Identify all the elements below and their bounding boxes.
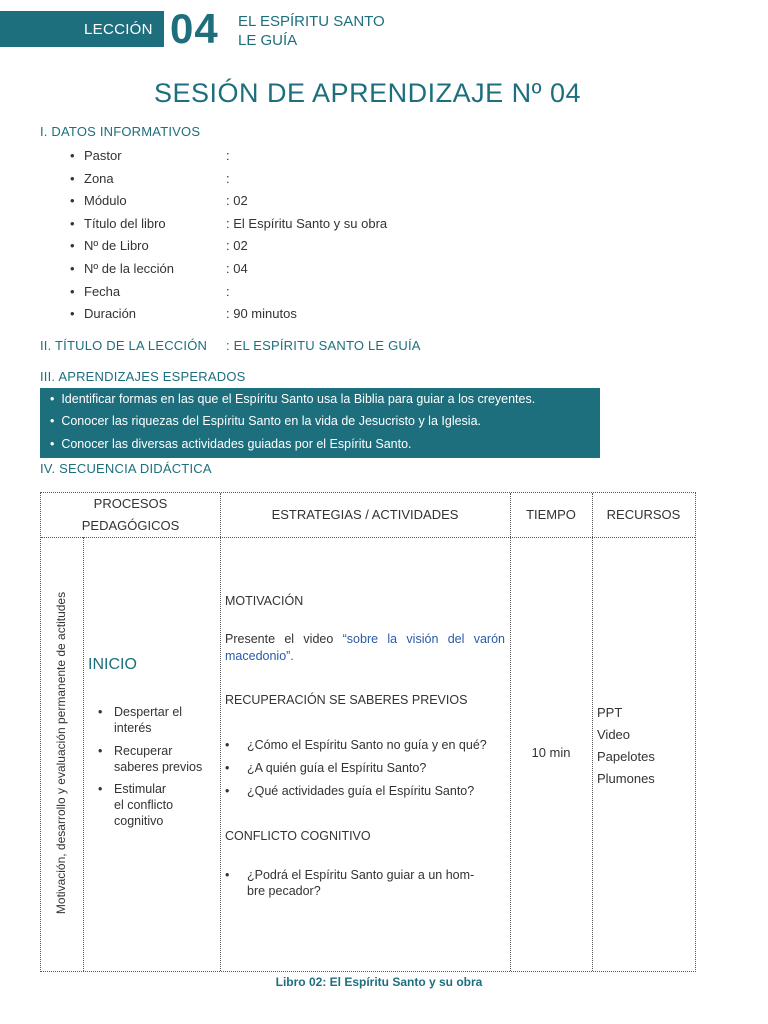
page-title: SESIÓN DE APRENDIZAJE Nº 04 (154, 78, 581, 108)
header-estrategias: ESTRATEGIAS / ACTIVIDADES (271, 507, 459, 522)
lesson-title-line2: LE GUÍA (238, 32, 298, 49)
recurso-item: Papelotes (597, 749, 655, 764)
bullet-icon: • (225, 868, 230, 882)
bullet-icon: • (225, 738, 230, 752)
table-divider (41, 537, 695, 538)
bullet-icon: • (70, 193, 75, 208)
table-divider (83, 537, 84, 971)
dato-value: : (226, 148, 230, 163)
bullet-icon: • (98, 782, 103, 796)
motivacion-title: MOTIVACIÓN (225, 594, 304, 608)
section-titulo-value: : EL ESPÍRITU SANTO LE GUÍA (226, 338, 421, 353)
lesson-title (238, 12, 385, 50)
section-secuencia-heading: IV. SECUENCIA DIDÁCTICA (40, 461, 212, 476)
header-recursos: RECURSOS (606, 507, 681, 522)
lesson-title-line1: EL ESPÍRITU SANTO (238, 13, 385, 30)
dato-value: : 90 minutos (226, 306, 297, 321)
section-aprendizajes-heading: III. APRENDIZAJES ESPERADOS (40, 369, 246, 384)
table-divider (220, 493, 221, 971)
dato-value: : El Espíritu Santo y su obra (226, 216, 388, 231)
aprendizaje-item: • Conocer las diversas actividades guiadas por el Espíritu Santo. (50, 437, 412, 451)
dato-label: Nº de Libro (84, 238, 149, 253)
dato-value: : (226, 171, 230, 186)
vertical-label: Motivación, desarrollo y evaluación permanente de actitudes (54, 591, 68, 915)
aprendizaje-item: • Identificar formas en las que el Espíritu Santo usa la Biblia para guiar a los creyentes. (50, 392, 536, 406)
dato-value: : 02 (226, 238, 248, 253)
dato-value: : 04 (226, 261, 248, 276)
bullet-icon: • (70, 216, 75, 231)
aprendizajes-box (40, 388, 600, 458)
dato-label: Pastor (84, 148, 122, 163)
recurso-item: Plumones (597, 771, 655, 786)
bullet-icon: • (225, 761, 230, 775)
bullet-icon: • (70, 284, 75, 299)
bullet-icon: • (98, 744, 103, 758)
recurso-item: PPT (597, 705, 623, 720)
lesson-number: 04 (170, 5, 219, 52)
video-reference: “sobre la visión del varón macedonio”. (225, 632, 505, 663)
recurso-item: Video (597, 727, 631, 742)
bullet-icon: • (70, 238, 75, 253)
section-titulo-heading: II. TÍTULO DE LA LECCIÓN (40, 338, 208, 353)
bullet-icon: • (225, 784, 230, 798)
bullet-icon: • (70, 148, 75, 163)
table-divider (592, 493, 593, 971)
dato-label: Duración (84, 306, 137, 321)
bullet-icon: • (70, 171, 75, 186)
header-tiempo: TIEMPO (526, 507, 576, 522)
dato-value: : 02 (226, 193, 248, 208)
recuperacion-title: RECUPERACIÓN SE SABERES PREVIOS (225, 693, 468, 707)
dato-label: Módulo (84, 193, 127, 208)
page-footer: Libro 02: El Espíritu Santo y su obra (275, 975, 483, 989)
aprendizaje-item: • Conocer las riquezas del Espíritu Santo en la vida de Jesucristo y la Iglesia. (50, 414, 481, 428)
bullet-icon: • (98, 705, 103, 719)
table-divider (510, 493, 511, 971)
lesson-label: LECCIÓN (84, 21, 153, 38)
conflicto-title: CONFLICTO COGNITIVO (225, 829, 371, 843)
tiempo-value: 10 min (531, 745, 571, 760)
bullet-icon: • (70, 261, 75, 276)
dato-value: : (226, 284, 230, 299)
inicio-label: INICIO (88, 656, 137, 673)
section-datos-heading: I. DATOS INFORMATIVOS (40, 124, 201, 139)
motivacion-text: Presente el video “sobre la visión del varón macedonio”. (225, 632, 505, 663)
header-procesos: PROCESOS PEDAGÓGICOS (81, 496, 180, 533)
dato-label: Nº de la lección (84, 261, 175, 276)
bullet-icon: • (70, 306, 75, 321)
dato-label: Título del libro (84, 216, 166, 231)
dato-label: Zona (84, 171, 114, 186)
dato-label: Fecha (84, 284, 121, 299)
